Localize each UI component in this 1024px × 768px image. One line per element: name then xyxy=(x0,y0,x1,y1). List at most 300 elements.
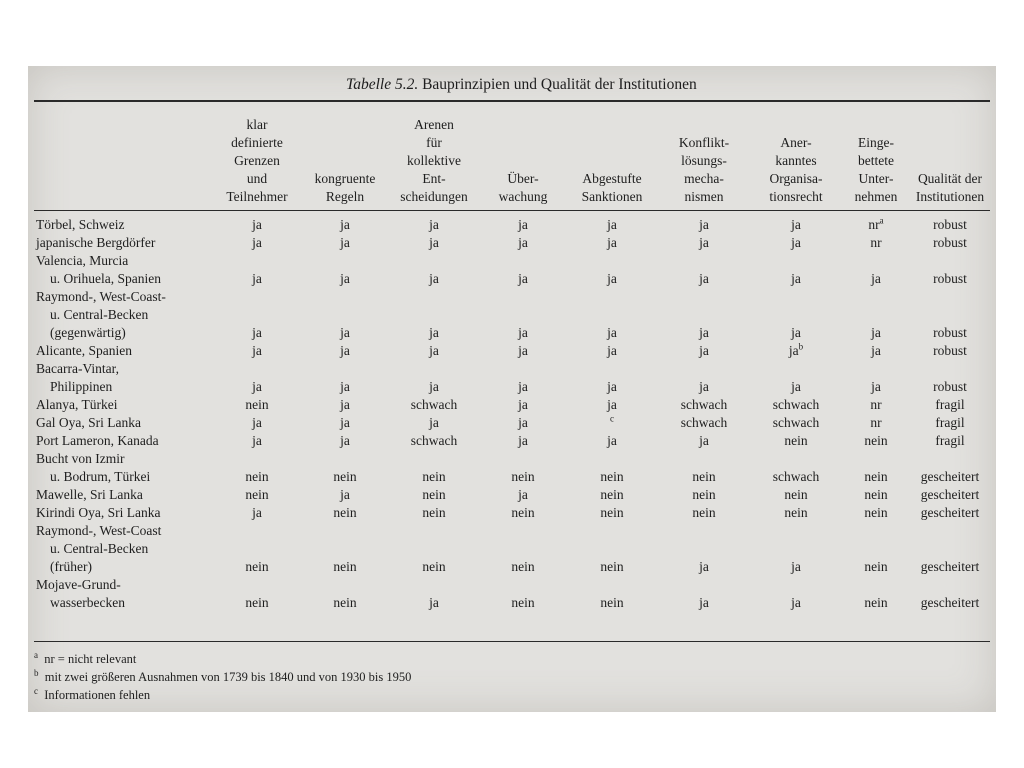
table-cell xyxy=(842,210,910,234)
cell-value: nein xyxy=(422,505,446,520)
cell-value: nr xyxy=(870,397,882,412)
case-name-line: Bucht von Izmir xyxy=(36,451,125,466)
cell-value: ja xyxy=(252,235,262,250)
table-cell xyxy=(750,504,842,522)
table-cell xyxy=(566,234,658,252)
table-row xyxy=(34,288,990,342)
table-cell xyxy=(910,450,990,486)
table-cell xyxy=(302,396,388,414)
case-name-line: u. Central-Becken xyxy=(50,307,149,322)
table-cell xyxy=(302,432,388,450)
table-cell xyxy=(302,504,388,522)
table-cell xyxy=(388,342,480,360)
cell-value: nein xyxy=(245,559,269,574)
cell-value: ja xyxy=(791,325,801,340)
table-cell xyxy=(910,432,990,450)
cell-value: ja xyxy=(699,343,709,358)
column-header xyxy=(842,102,910,210)
table-cell xyxy=(566,210,658,234)
table-cell xyxy=(658,342,750,360)
cell-value: ja xyxy=(871,271,881,286)
table-cell xyxy=(212,210,302,234)
table-cell xyxy=(750,576,842,612)
cell-value: ja xyxy=(429,415,439,430)
column-header-line: Qualität der xyxy=(917,171,983,186)
table-cell xyxy=(842,396,910,414)
case-name-line: Bacarra-Vintar, xyxy=(36,361,119,376)
table-cell xyxy=(302,450,388,486)
cell-value: ja xyxy=(791,235,801,250)
cell-value: ja xyxy=(429,343,439,358)
column-header xyxy=(302,102,388,210)
case-name-line: wasserbecken xyxy=(50,595,125,610)
cell-value: ja xyxy=(518,271,528,286)
column-header-line: lösungs- xyxy=(681,153,727,168)
case-name xyxy=(34,450,212,486)
cell-value: nein xyxy=(422,487,446,502)
table-caption xyxy=(346,76,697,94)
cell-value: schwach xyxy=(680,397,728,412)
cell-value: nein xyxy=(600,487,624,502)
cell-value: ja xyxy=(518,379,528,394)
table-cell xyxy=(480,252,566,288)
cell-value: schwach xyxy=(680,415,728,430)
cell-value: ja xyxy=(699,271,709,286)
footnote xyxy=(34,650,411,668)
table-cell xyxy=(388,414,480,432)
table-cell xyxy=(302,486,388,504)
table-cell xyxy=(388,486,480,504)
column-header xyxy=(750,102,842,210)
table-cell xyxy=(910,522,990,576)
bottom-rule xyxy=(34,641,990,642)
cell-value: ja xyxy=(429,325,439,340)
case-name xyxy=(34,360,212,396)
footnote-mark: a xyxy=(34,649,38,660)
cell-value: nr xyxy=(870,415,882,430)
table-cell xyxy=(212,576,302,612)
column-header-line: und xyxy=(246,171,268,186)
table-cell xyxy=(212,288,302,342)
cell-value: nein xyxy=(864,595,888,610)
footnote-text: Informationen fehlen xyxy=(44,688,151,702)
table-cell xyxy=(566,504,658,522)
column-header-line: nismen xyxy=(684,189,724,204)
column-header-line: Grenzen xyxy=(234,153,280,168)
case-name-line: Törbel, Schweiz xyxy=(36,217,125,232)
cell-value: ja xyxy=(791,217,801,232)
table-cell xyxy=(658,504,750,522)
table-cell xyxy=(388,288,480,342)
column-header-line: tionsrecht xyxy=(769,189,823,204)
column-header-line: bettete xyxy=(858,153,894,168)
table-cell xyxy=(302,414,388,432)
table-cell xyxy=(566,522,658,576)
table-cell xyxy=(388,234,480,252)
cell-value: ja xyxy=(340,235,350,250)
column-header-line: für xyxy=(426,135,442,150)
case-name xyxy=(34,432,212,450)
case-name-line: Raymond-, West-Coast xyxy=(36,523,162,538)
table-cell xyxy=(658,396,750,414)
cell-value: ja xyxy=(791,271,801,286)
cell-value: ja xyxy=(429,379,439,394)
cell-value: nein xyxy=(422,469,446,484)
cell-value: ja xyxy=(518,397,528,412)
case-name xyxy=(34,288,212,342)
table-cell xyxy=(212,486,302,504)
cell-value: ja xyxy=(607,217,617,232)
cell-value: ja xyxy=(699,235,709,250)
table-cell xyxy=(842,234,910,252)
table-cell xyxy=(480,396,566,414)
table-row xyxy=(34,342,990,360)
table-cell xyxy=(388,210,480,234)
cell-value: ja xyxy=(340,217,350,232)
cell-value: ja xyxy=(607,343,617,358)
cell-value: ja xyxy=(252,217,262,232)
table-body xyxy=(34,210,990,612)
footnote-mark: c xyxy=(34,685,38,696)
cell-value: ja xyxy=(518,433,528,448)
column-header-line: definierte xyxy=(231,135,283,150)
cell-value: ja xyxy=(607,271,617,286)
cell-value: ja xyxy=(607,379,617,394)
cell-value: fragil xyxy=(935,415,965,430)
cell-value: nein xyxy=(422,559,446,574)
cell-value: ja xyxy=(340,433,350,448)
case-name-line: (gegenwärtig) xyxy=(50,325,126,340)
cell-value: nein xyxy=(864,433,888,448)
cell-value: nein xyxy=(600,559,624,574)
table-cell xyxy=(910,252,990,288)
cell-value: ja xyxy=(791,595,801,610)
column-header xyxy=(910,102,990,210)
cell-value: nein xyxy=(245,487,269,502)
header-case-column xyxy=(34,102,212,210)
case-name-line: Valencia, Murcia xyxy=(36,253,129,268)
cell-value: ja xyxy=(871,343,881,358)
column-header-line: Über- xyxy=(507,171,539,186)
table-cell xyxy=(750,432,842,450)
table-row xyxy=(34,252,990,288)
table-cell xyxy=(388,432,480,450)
case-name-line: Raymond-, West-Coast- xyxy=(36,289,166,304)
footnote-mark: b xyxy=(34,667,39,678)
table-cell xyxy=(658,288,750,342)
column-header-line: Abgestufte xyxy=(582,171,642,186)
case-name xyxy=(34,486,212,504)
cell-value: nein xyxy=(692,469,716,484)
cell-value: nein xyxy=(511,505,535,520)
table-cell xyxy=(480,522,566,576)
table-cell xyxy=(842,450,910,486)
table-cell xyxy=(750,234,842,252)
table-cell xyxy=(658,576,750,612)
cell-value: schwach xyxy=(772,397,820,412)
table-cell xyxy=(212,522,302,576)
cell-value: nein xyxy=(333,505,357,520)
column-header-line: Einge- xyxy=(858,135,894,150)
table-cell xyxy=(566,360,658,396)
footnote-text: nr = nicht relevant xyxy=(44,652,137,666)
table-cell xyxy=(658,522,750,576)
cell-value: ja xyxy=(429,595,439,610)
case-name xyxy=(34,342,212,360)
table-cell xyxy=(388,522,480,576)
case-name-line: japanische Bergdörfer xyxy=(36,235,156,250)
table-cell xyxy=(910,288,990,342)
table-cell xyxy=(842,288,910,342)
table-cell xyxy=(566,576,658,612)
cell-value: ja xyxy=(518,217,528,232)
table-row xyxy=(34,486,990,504)
table-cell xyxy=(658,432,750,450)
scanned-page xyxy=(28,66,996,712)
table-cell xyxy=(658,450,750,486)
cell-value: gescheitert xyxy=(920,559,980,574)
cell-value: ja xyxy=(252,343,262,358)
table-label: Tabelle 5.2. xyxy=(346,76,419,93)
column-header-line: wachung xyxy=(498,189,548,204)
table-cell xyxy=(480,210,566,234)
table-cell xyxy=(566,396,658,414)
table-row xyxy=(34,414,990,432)
table-cell xyxy=(750,522,842,576)
table-cell xyxy=(910,210,990,234)
case-name xyxy=(34,210,212,234)
column-header-line: Ent- xyxy=(422,171,446,186)
table-cell xyxy=(750,342,842,360)
cell-value: schwach xyxy=(410,397,458,412)
footnote xyxy=(34,668,411,686)
cell-value: ja xyxy=(340,415,350,430)
cell-value: ja xyxy=(340,379,350,394)
table-cell xyxy=(658,210,750,234)
table-cell xyxy=(388,504,480,522)
table-cell xyxy=(566,414,658,432)
column-header-line: nehmen xyxy=(854,189,898,204)
cell-value: robust xyxy=(933,379,967,394)
cell-value: nein xyxy=(692,487,716,502)
cell-value: ja xyxy=(607,235,617,250)
table-row xyxy=(34,522,990,576)
table-cell xyxy=(566,342,658,360)
cell-value: schwach xyxy=(772,469,820,484)
cell-value: ja xyxy=(429,271,439,286)
cell-value: nein xyxy=(511,559,535,574)
column-header-line: klar xyxy=(246,117,268,132)
table-cell xyxy=(842,342,910,360)
table-cell xyxy=(212,360,302,396)
footnotes xyxy=(34,650,411,704)
case-name xyxy=(34,396,212,414)
cell-value: robust xyxy=(933,217,967,232)
case-name xyxy=(34,522,212,576)
table-cell xyxy=(302,576,388,612)
table-cell xyxy=(750,396,842,414)
cell-value: gescheitert xyxy=(920,469,980,484)
table-cell xyxy=(750,360,842,396)
cell-value: ja xyxy=(252,505,262,520)
table-cell xyxy=(566,288,658,342)
table-cell xyxy=(910,504,990,522)
column-header-line: Konflikt- xyxy=(678,135,730,150)
cell-value: ja xyxy=(429,235,439,250)
table-cell xyxy=(480,234,566,252)
cell-value: nein xyxy=(864,487,888,502)
cell-value: robust xyxy=(933,343,967,358)
table-cell xyxy=(842,504,910,522)
cell-value: schwach xyxy=(410,433,458,448)
cell-value: nein xyxy=(600,505,624,520)
column-header xyxy=(212,102,302,210)
cell-value: nein xyxy=(784,433,808,448)
table-cell xyxy=(842,486,910,504)
cell-value: nein xyxy=(692,505,716,520)
cell-value: ja xyxy=(699,595,709,610)
table-cell xyxy=(842,432,910,450)
column-header xyxy=(480,102,566,210)
cell-value: ja xyxy=(699,379,709,394)
table-cell xyxy=(842,576,910,612)
table-header-row xyxy=(34,102,990,210)
cell-value: nr xyxy=(870,235,882,250)
cell-value: ja xyxy=(252,271,262,286)
case-name xyxy=(34,252,212,288)
cell-value: nein xyxy=(864,505,888,520)
cell-value: ja xyxy=(518,415,528,430)
table-cell xyxy=(302,252,388,288)
table-cell xyxy=(658,252,750,288)
cell-value: ja xyxy=(252,433,262,448)
table-cell xyxy=(212,234,302,252)
case-name-line: Alicante, Spanien xyxy=(36,343,132,358)
cell-value: ja xyxy=(607,397,617,412)
column-header-line: Regeln xyxy=(325,189,365,204)
cell-value: schwach xyxy=(772,415,820,430)
table-cell xyxy=(910,414,990,432)
column-header-line: Aner- xyxy=(780,135,812,150)
column-header-line: Teilnehmer xyxy=(226,189,288,204)
table-row xyxy=(34,432,990,450)
table-cell xyxy=(212,396,302,414)
case-name xyxy=(34,576,212,612)
cell-value: nein xyxy=(245,595,269,610)
cell-value: gescheitert xyxy=(920,487,980,502)
cell-value: ja xyxy=(699,217,709,232)
cell-value: fragil xyxy=(935,397,965,412)
table-cell xyxy=(302,210,388,234)
column-header-line: mecha- xyxy=(684,171,724,186)
table-cell xyxy=(480,432,566,450)
cell-value: gescheitert xyxy=(920,505,980,520)
footnote-marker: c xyxy=(610,413,614,424)
table-cell xyxy=(212,504,302,522)
table-cell xyxy=(750,450,842,486)
table-cell xyxy=(566,432,658,450)
cell-value: nein xyxy=(784,487,808,502)
cell-value: nein xyxy=(333,595,357,610)
cell-value: ja xyxy=(252,325,262,340)
case-name-line: u. Orihuela, Spanien xyxy=(50,271,161,286)
cell-value: gescheitert xyxy=(920,595,980,610)
table-cell xyxy=(842,522,910,576)
table-row xyxy=(34,450,990,486)
cell-value: nein xyxy=(245,397,269,412)
case-name-line: (früher) xyxy=(50,559,92,574)
case-name-line: Mawelle, Sri Lanka xyxy=(36,487,143,502)
table-cell xyxy=(910,342,990,360)
case-name-line: Alanya, Türkei xyxy=(36,397,118,412)
cell-value: robust xyxy=(933,325,967,340)
table-cell xyxy=(910,486,990,504)
cell-value: robust xyxy=(933,271,967,286)
table-cell xyxy=(212,252,302,288)
table-cell xyxy=(302,522,388,576)
column-header-line: Unter- xyxy=(858,171,894,186)
cell-value: ja xyxy=(607,325,617,340)
table-cell xyxy=(480,360,566,396)
table-cell xyxy=(480,504,566,522)
table-row xyxy=(34,234,990,252)
table-cell xyxy=(302,342,388,360)
cell-value: fragil xyxy=(935,433,965,448)
cell-value: ja xyxy=(788,343,799,358)
cell-value: ja xyxy=(340,271,350,286)
cell-value: ja xyxy=(252,379,262,394)
table-cell xyxy=(566,252,658,288)
case-name-line: u. Central-Becken xyxy=(50,541,149,556)
cell-value: ja xyxy=(791,379,801,394)
table-row xyxy=(34,210,990,234)
table-cell xyxy=(910,360,990,396)
table-cell xyxy=(750,288,842,342)
cell-value: ja xyxy=(607,433,617,448)
cell-value: nein xyxy=(333,559,357,574)
table-cell xyxy=(480,414,566,432)
table-cell xyxy=(658,234,750,252)
table-cell xyxy=(302,288,388,342)
cell-value: nein xyxy=(600,595,624,610)
case-name-line: Gal Oya, Sri Lanka xyxy=(36,415,141,430)
cell-value: ja xyxy=(871,325,881,340)
table-cell xyxy=(566,450,658,486)
table-cell xyxy=(388,360,480,396)
cell-value: robust xyxy=(933,235,967,250)
table-cell xyxy=(388,396,480,414)
column-header-line: kanntes xyxy=(775,153,817,168)
table-cell xyxy=(388,576,480,612)
table-cell xyxy=(388,252,480,288)
table-cell xyxy=(212,450,302,486)
case-name-line: Kirindi Oya, Sri Lanka xyxy=(36,505,161,520)
cell-value: nein xyxy=(333,469,357,484)
institutions-table xyxy=(34,102,990,612)
footnote-marker: a xyxy=(879,215,884,226)
case-name-line: u. Bodrum, Türkei xyxy=(50,469,151,484)
table-cell xyxy=(910,576,990,612)
cell-value: nr xyxy=(868,217,880,232)
cell-value: ja xyxy=(340,487,350,502)
table-cell xyxy=(842,252,910,288)
footnote xyxy=(34,686,411,704)
cell-value: ja xyxy=(699,559,709,574)
cell-value: nein xyxy=(600,469,624,484)
table-row xyxy=(34,360,990,396)
table-cell xyxy=(212,432,302,450)
case-name-line: Mojave-Grund- xyxy=(36,577,121,592)
